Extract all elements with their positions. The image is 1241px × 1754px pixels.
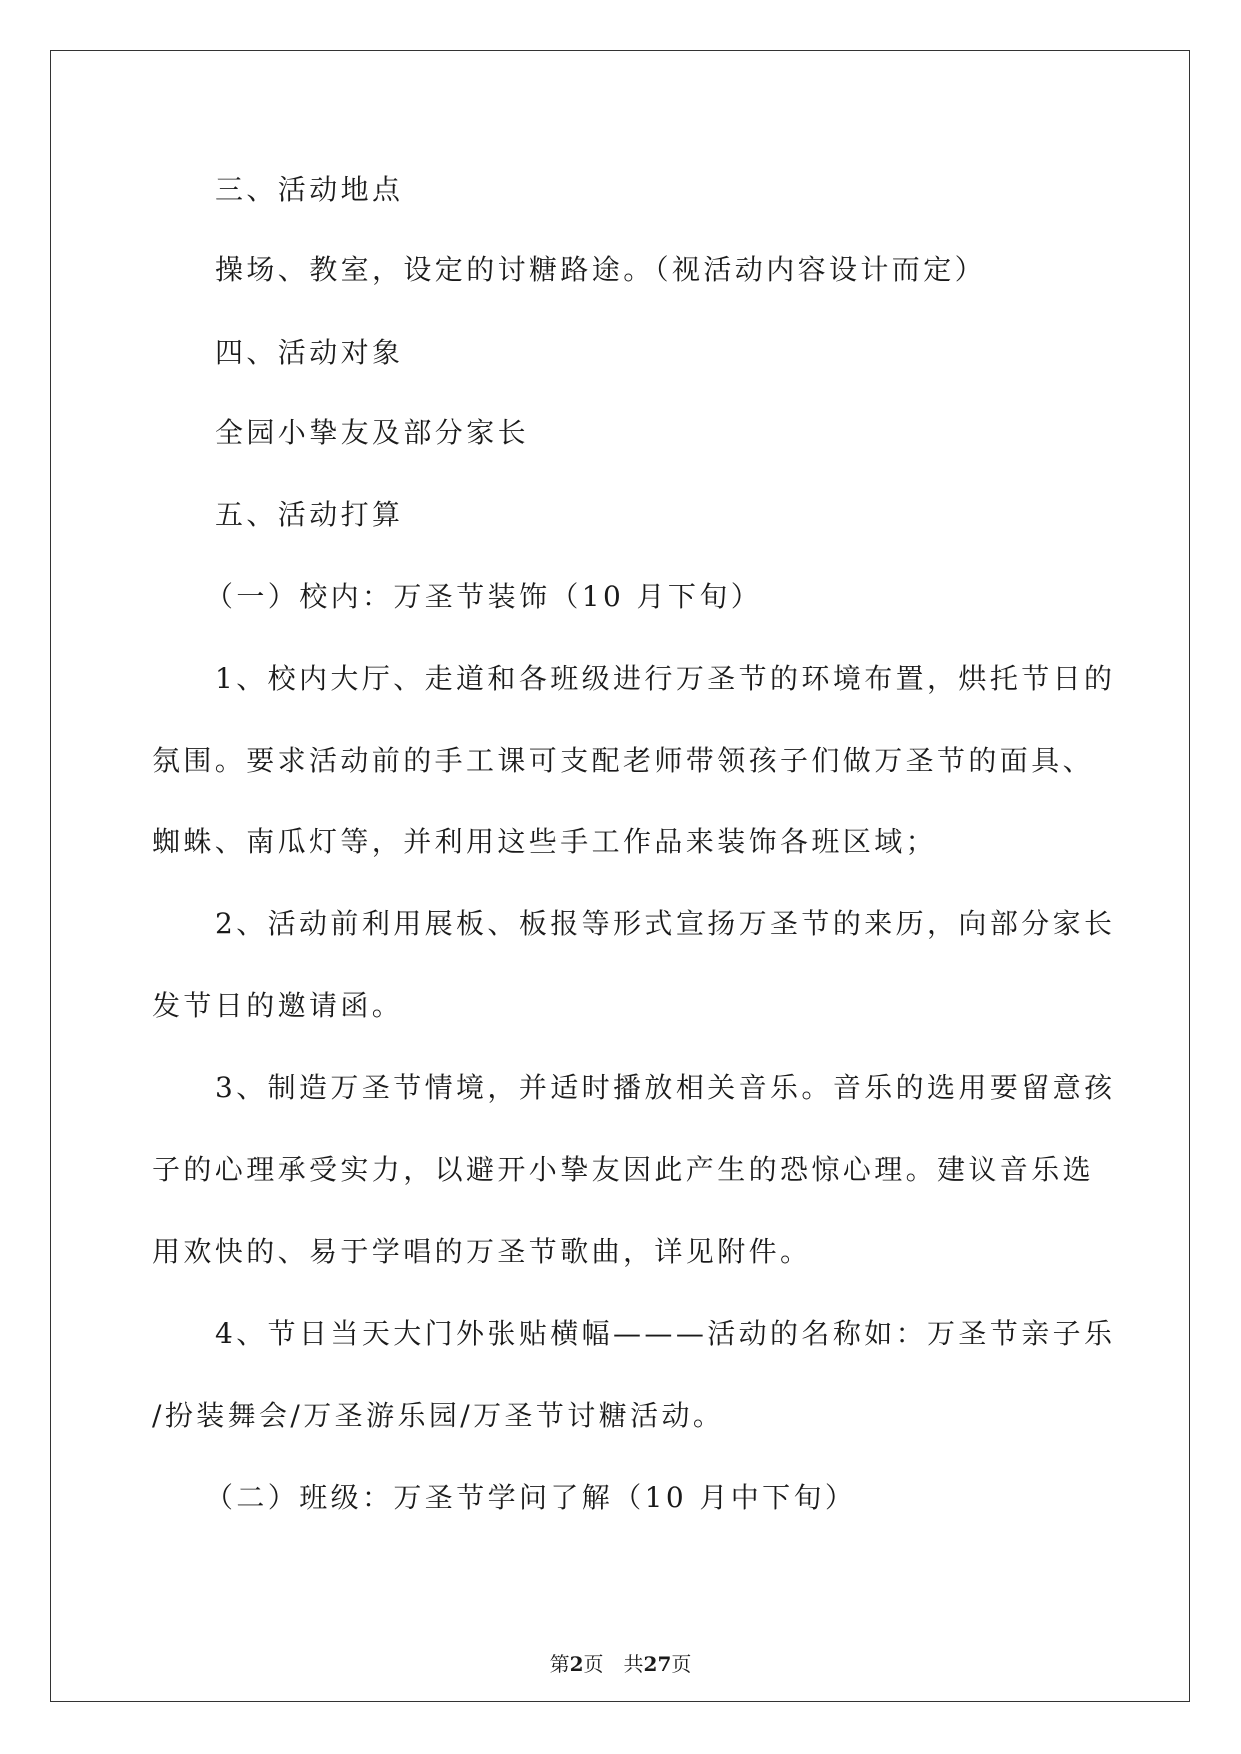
paragraph-location: 操场、教室，设定的讨糖路途。（视活动内容设计而定） <box>215 253 987 286</box>
subheading-class: （二）班级：万圣节学问了解（10 月中下旬） <box>205 1481 857 1514</box>
paragraph-1-line-1: 1、校内大厅、走道和各班级进行万圣节的环境布置，烘托节日的 <box>215 662 1116 695</box>
page-footer <box>0 1650 1241 1678</box>
footer-current-page: 2 <box>569 1652 584 1676</box>
footer-suffix: 页 <box>671 1652 692 1676</box>
paragraph-1-line-3: 蜘蛛、南瓜灯等，并利用这些手工作品来装饰各班区域； <box>152 825 938 858</box>
paragraph-1-line-2: 氛围。要求活动前的手工课可支配老师带领孩子们做万圣节的面具、 <box>152 744 1095 777</box>
subheading-campus: （一）校内：万圣节装饰（10 月下旬） <box>205 580 763 613</box>
paragraph-2-line-2: 发节日的邀请函。 <box>152 989 404 1022</box>
paragraph-4-line-1: 4、节日当天大门外张贴横幅———活动的名称如：万圣节亲子乐 <box>215 1317 1116 1350</box>
paragraph-3-line-1: 3、制造万圣节情境，并适时播放相关音乐。音乐的选用要留意孩 <box>215 1071 1116 1104</box>
heading-location: 三、活动地点 <box>215 173 404 206</box>
footer-prefix: 第 <box>549 1652 570 1676</box>
heading-plan: 五、活动打算 <box>215 498 404 531</box>
footer-middle: 页 共 <box>583 1652 644 1676</box>
footer-total-pages: 27 <box>643 1652 672 1676</box>
page-border <box>50 50 1190 1702</box>
paragraph-3-line-2: 子的心理承受实力，以避开小挚友因此产生的恐惊心理。建议音乐选 <box>152 1153 1095 1186</box>
paragraph-3-line-3: 用欢快的、易于学唱的万圣节歌曲，详见附件。 <box>152 1235 812 1268</box>
paragraph-2-line-1: 2、活动前利用展板、板报等形式宣扬万圣节的来历，向部分家长 <box>215 907 1116 940</box>
paragraph-audience: 全园小挚友及部分家长 <box>215 416 530 449</box>
paragraph-4-line-2: /扮装舞会/万圣游乐园/万圣节讨糖活动。 <box>152 1399 725 1432</box>
heading-audience: 四、活动对象 <box>215 336 404 369</box>
